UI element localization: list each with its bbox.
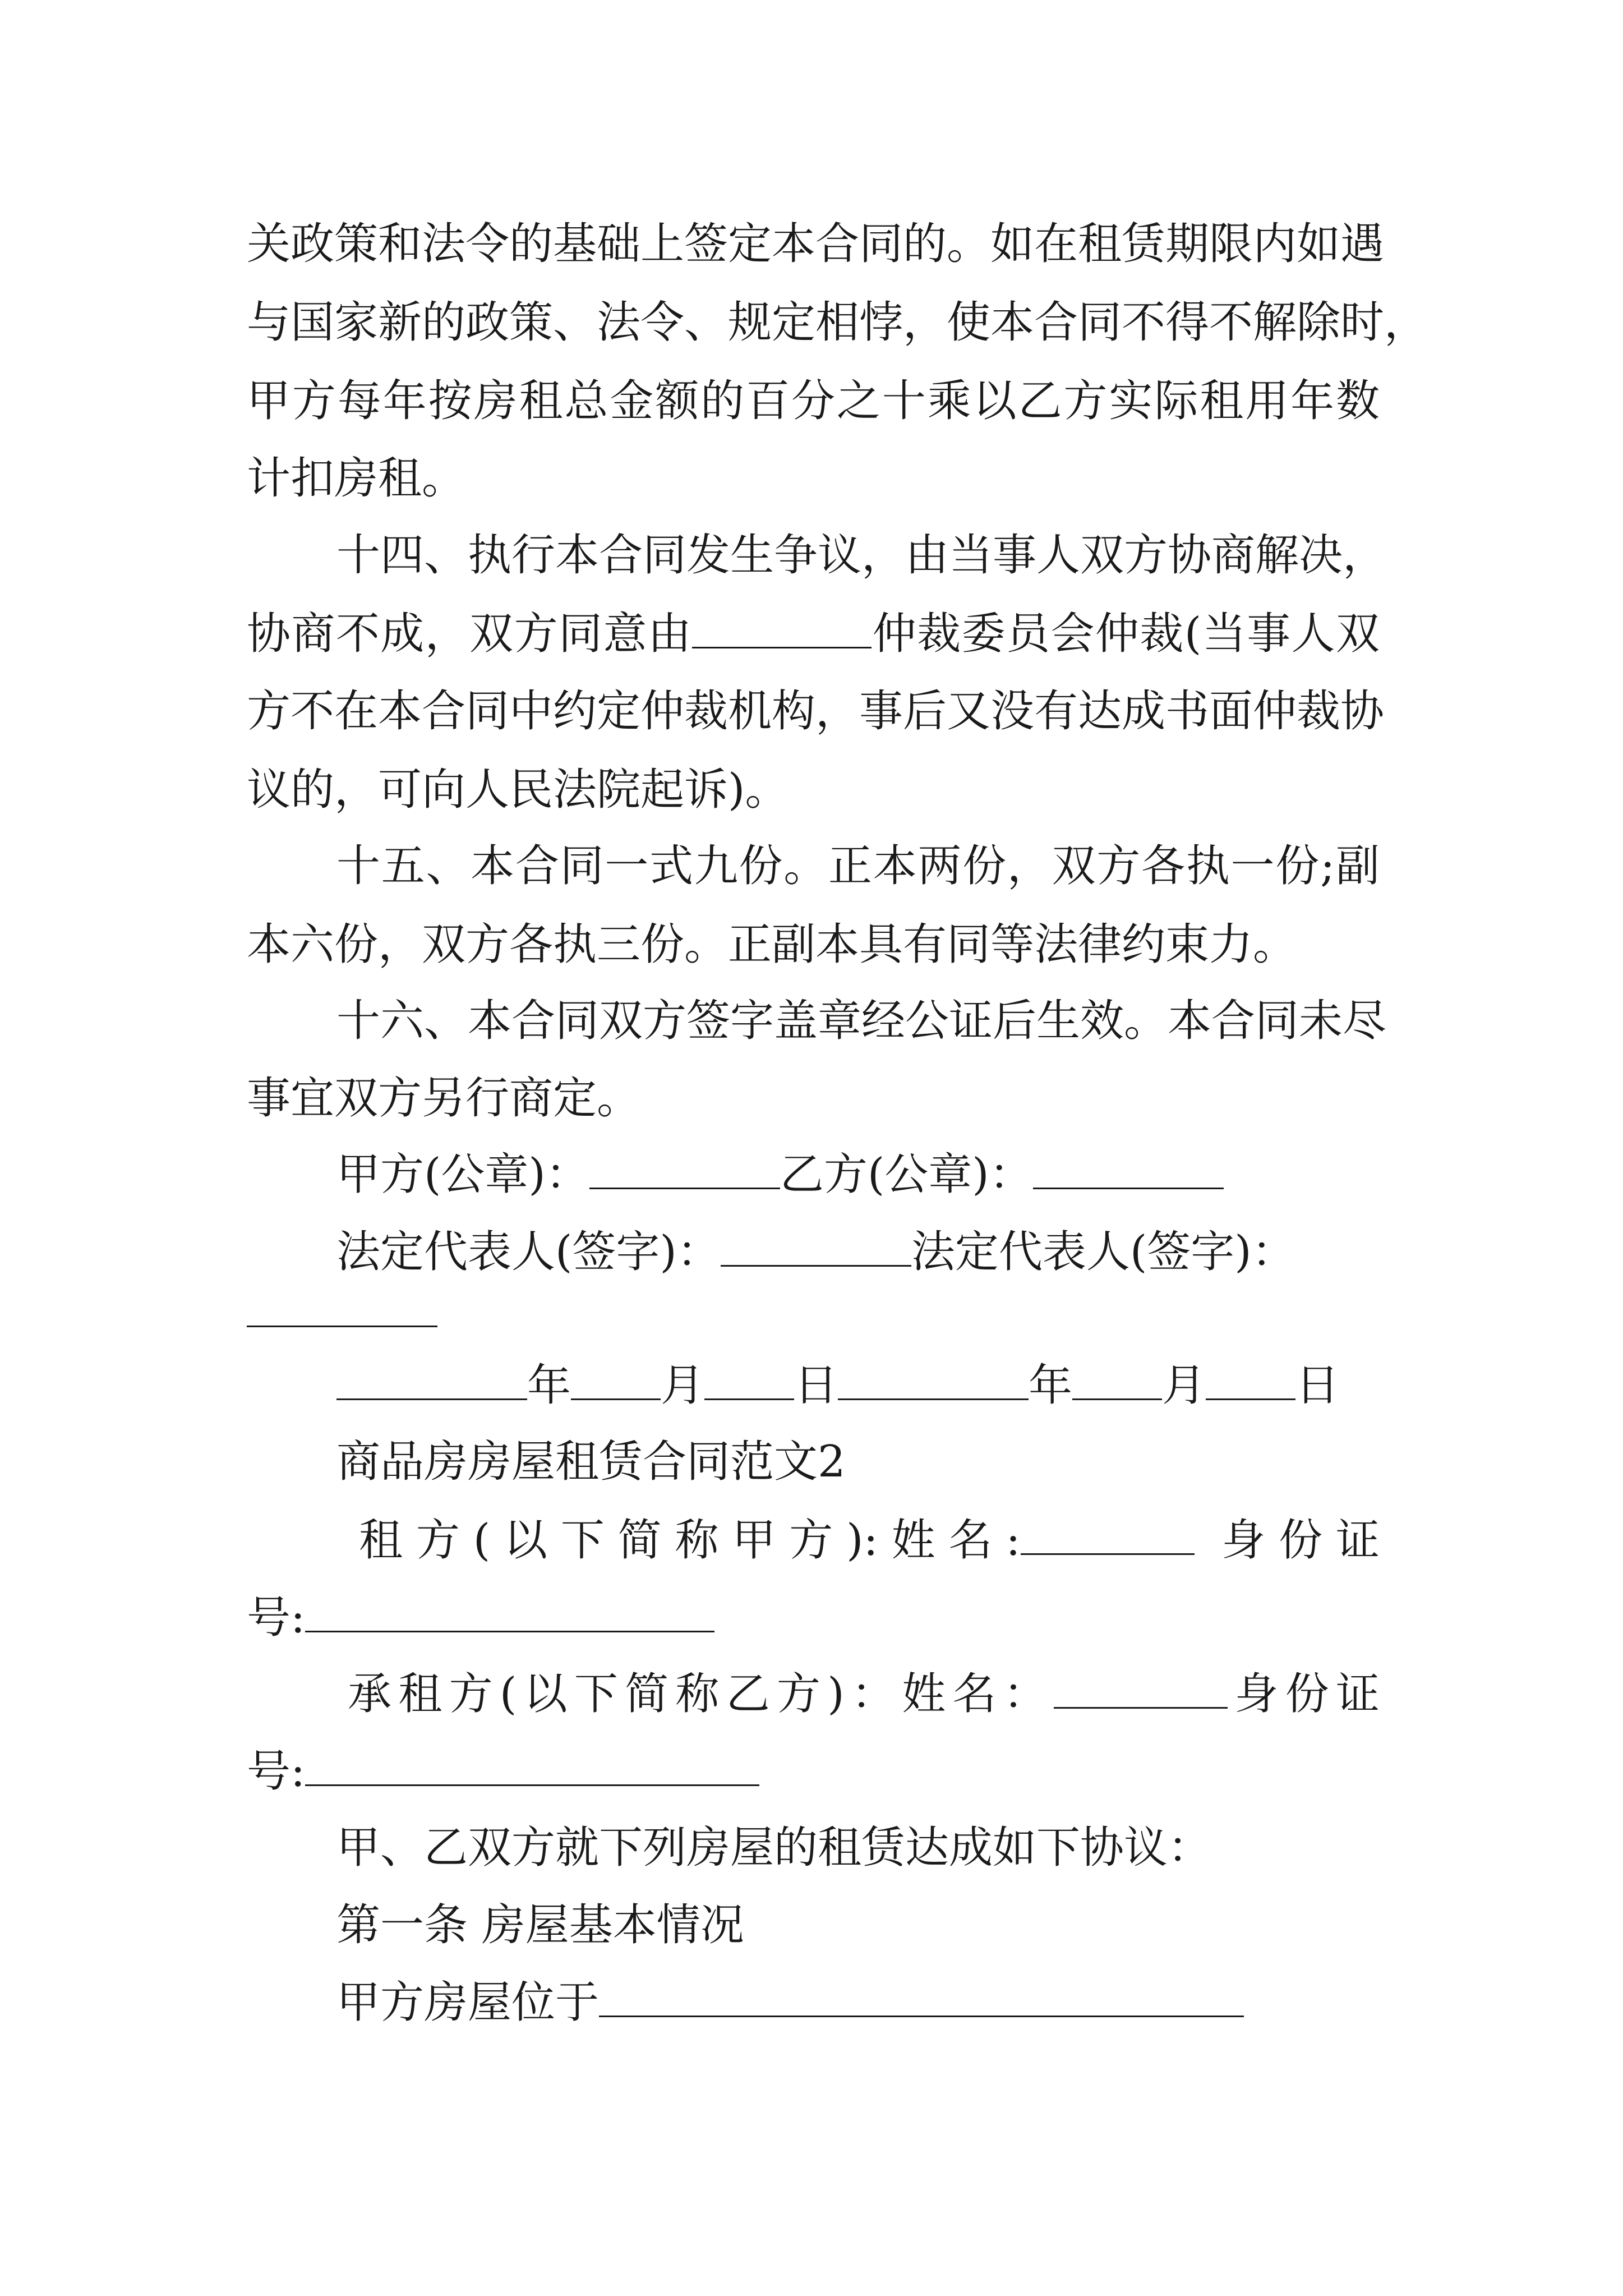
lessee-label: 承租方(以下简称乙方)：姓名： — [348, 1669, 1054, 1719]
clause-15-line: 十五、本合同一式九份。正本两份，双方各执一份;副 — [336, 841, 1380, 891]
day-blank-b[interactable] — [1206, 1359, 1295, 1400]
lessor-id-suffix: 号: — [247, 1593, 306, 1643]
section-title: 商品房房屋租赁合同范文2 — [336, 1437, 846, 1487]
clause-14-line: 十四、执行本合同发生争议，由当事人双方协商解决， — [336, 530, 1387, 581]
party-b-rep-label: 法定代表人(签字)： — [911, 1227, 1295, 1277]
year-blank-a[interactable] — [336, 1359, 527, 1400]
lessor-id-label: 身份证 — [1221, 1515, 1380, 1566]
location-line — [336, 1975, 1380, 2031]
paragraph-line: 方不在本合同中约定仲裁机构，事后又没有达成书面仲裁协 — [247, 686, 1385, 737]
location-blank[interactable] — [599, 1976, 1244, 2017]
party-a-seal-label: 甲方(公章)： — [336, 1149, 589, 1200]
date-line — [336, 1358, 1380, 1414]
lessee-id-line — [247, 1743, 1380, 1800]
party-a-seal-blank[interactable] — [589, 1148, 780, 1189]
paragraph-line: 议的，可向人民法院起诉)。 — [247, 765, 789, 815]
year-blank-b[interactable] — [838, 1359, 1029, 1400]
lessee-line — [348, 1666, 1380, 1722]
lessor-label: 租方(以下简称甲方):姓名: — [359, 1515, 1021, 1566]
month-blank-b[interactable] — [1072, 1359, 1162, 1400]
lessee-id-label: 身份证 — [1228, 1669, 1380, 1719]
arbitration-text-before: 协商不成，双方同意由 — [247, 609, 693, 659]
lessor-id-line — [247, 1590, 1380, 1646]
month-blank-a[interactable] — [571, 1359, 661, 1400]
day-label-b: 日 — [1295, 1360, 1340, 1411]
arbitration-line — [247, 606, 1380, 662]
lessee-name-blank[interactable] — [1054, 1668, 1228, 1709]
paragraph-line: 本六份，双方各执三份。正副本具有同等法律约束力。 — [247, 919, 1297, 970]
arbitration-blank[interactable] — [692, 608, 872, 648]
party-b-rep-blank[interactable] — [247, 1286, 437, 1327]
clause-16-line: 十六、本合同双方签字盖章经公证后生效。本合同未尽 — [336, 996, 1387, 1046]
agreement-line: 甲、乙双方就下列房屋的租赁达成如下协议： — [336, 1823, 1212, 1873]
party-b-seal-blank[interactable] — [1033, 1148, 1224, 1189]
lessor-id-blank[interactable] — [305, 1591, 714, 1632]
day-blank-a[interactable] — [704, 1359, 794, 1400]
paragraph-line: 甲方每年按房租总金额的百分之十乘以乙方实际租用年数 — [247, 376, 1380, 426]
month-label-b: 月 — [1162, 1360, 1206, 1411]
paragraph-line: 与国家新的政策、法令、规定相悖，使本合同不得不解除时， — [247, 297, 1428, 348]
paragraph-line: 事宜双方另行商定。 — [247, 1073, 641, 1124]
lessee-id-suffix: 号: — [247, 1746, 306, 1797]
month-label-a: 月 — [661, 1360, 705, 1411]
rep-continuation-line — [247, 1285, 1380, 1341]
party-a-rep-label: 法定代表人(签字)： — [336, 1227, 721, 1277]
year-label-b: 年 — [1029, 1360, 1073, 1411]
lessee-id-blank[interactable] — [305, 1745, 759, 1786]
seal-line — [336, 1147, 1380, 1203]
representative-line — [336, 1224, 1380, 1280]
article-one-title: 第一条 房屋基本情况 — [336, 1900, 744, 1950]
location-label: 甲方房屋位于 — [336, 1977, 600, 2028]
party-b-seal-label: 乙方(公章)： — [780, 1149, 1033, 1200]
day-label-a: 日 — [794, 1360, 838, 1411]
arbitration-text-after: 仲裁委员会仲裁(当事人双 — [872, 609, 1380, 659]
party-a-rep-blank[interactable] — [721, 1226, 911, 1267]
year-label-a: 年 — [527, 1360, 571, 1411]
lessor-name-blank[interactable] — [1021, 1514, 1195, 1555]
lessor-line — [359, 1512, 1380, 1568]
paragraph-line: 计扣房租。 — [247, 453, 466, 504]
paragraph-line: 关政策和法令的基础上签定本合同的。如在租赁期限内如遇 — [247, 219, 1385, 269]
